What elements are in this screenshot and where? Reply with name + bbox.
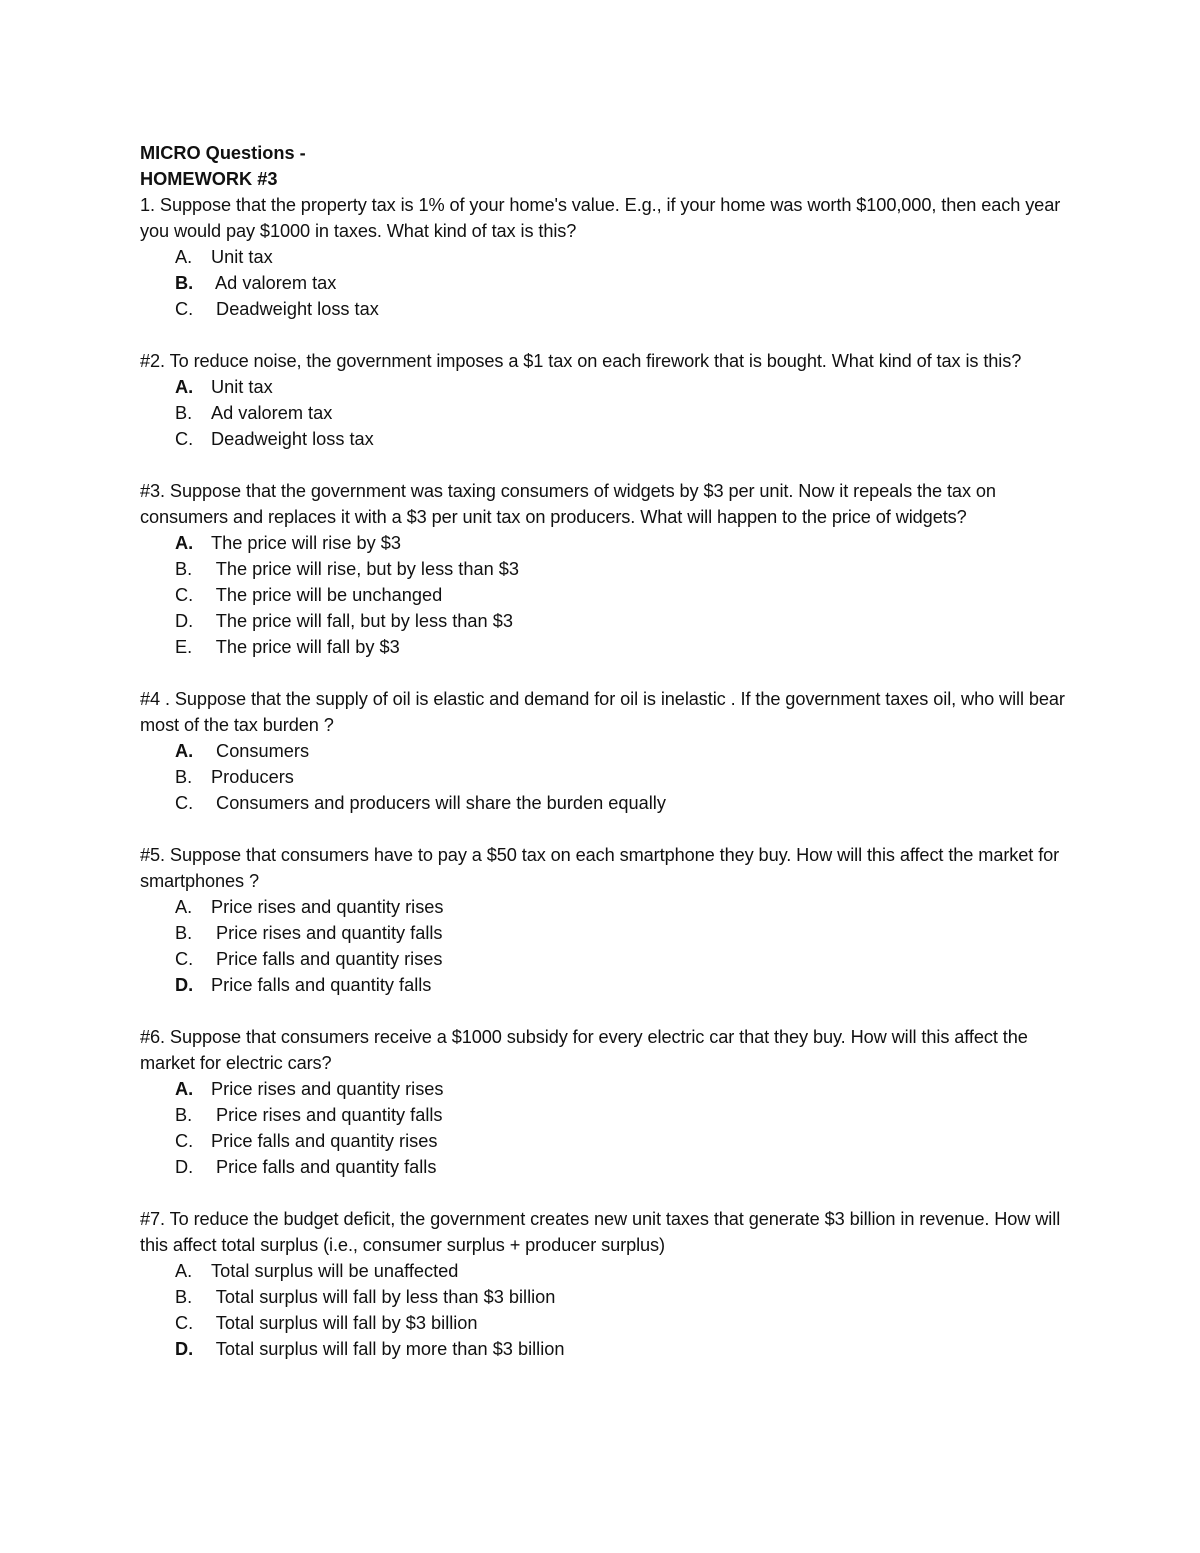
answer-options	[140, 738, 1070, 816]
option-letter: D.	[175, 611, 194, 631]
option-text: Producers	[211, 767, 294, 787]
option-letter: C.	[175, 1131, 194, 1151]
answer-option	[140, 1284, 1070, 1310]
answer-option	[140, 556, 1070, 582]
answer-option	[140, 244, 1070, 270]
option-letter: B.	[175, 1105, 193, 1125]
answer-option	[140, 1128, 1070, 1154]
option-text: The price will rise, but by less than $3	[211, 559, 519, 579]
option-letter: B.	[175, 273, 194, 293]
option-text: Price falls and quantity rises	[211, 949, 443, 969]
option-letter: A.	[175, 1079, 194, 1099]
question-5	[140, 842, 1070, 998]
option-text: Total surplus will be unaffected	[211, 1261, 459, 1281]
option-letter: A.	[175, 533, 194, 553]
document-page	[140, 140, 1070, 1388]
question-stem: #7. To reduce the budget deficit, the government creates new unit taxes that generate $3 billion in revenue. How will this affect total surplus (i.e., consumer surplus + producer surplus)	[140, 1209, 1061, 1255]
option-text: Price falls and quantity falls	[211, 1157, 437, 1177]
option-letter: C.	[175, 585, 194, 605]
option-text: Price rises and quantity falls	[211, 1105, 443, 1125]
answer-options	[140, 1258, 1070, 1362]
document-subtitle: HOMEWORK #3	[140, 169, 278, 189]
answer-option	[140, 972, 1070, 998]
option-text: The price will fall, but by less than $3	[211, 611, 513, 631]
option-letter: C.	[175, 1313, 194, 1333]
option-text: Ad valorem tax	[211, 273, 337, 293]
option-text: The price will rise by $3	[211, 533, 402, 553]
answer-option	[140, 426, 1070, 452]
question-2	[140, 348, 1070, 452]
option-letter: C.	[175, 299, 194, 319]
answer-options	[140, 374, 1070, 452]
option-letter: B.	[175, 923, 193, 943]
question-list	[140, 192, 1070, 1362]
option-text: Total surplus will fall by more than $3 billion	[211, 1339, 565, 1359]
answer-option	[140, 608, 1070, 634]
option-text: The price will fall by $3	[211, 637, 400, 657]
answer-option	[140, 920, 1070, 946]
answer-option	[140, 530, 1070, 556]
answer-option	[140, 894, 1070, 920]
option-text: Total surplus will fall by $3 billion	[211, 1313, 478, 1333]
option-letter: A.	[175, 897, 193, 917]
answer-option	[140, 1102, 1070, 1128]
option-text: Price rises and quantity rises	[211, 1079, 444, 1099]
option-text: Price falls and quantity rises	[211, 1131, 438, 1151]
option-letter: A.	[175, 377, 194, 397]
answer-option	[140, 1154, 1070, 1180]
option-text: The price will be unchanged	[211, 585, 443, 605]
question-4	[140, 686, 1070, 816]
answer-option	[140, 946, 1070, 972]
question-7	[140, 1206, 1070, 1362]
question-stem: #2. To reduce noise, the government imposes a $1 tax on each firework that is bought. What kind of tax is this?	[140, 351, 1022, 371]
question-3	[140, 478, 1070, 660]
question-stem: #3. Suppose that the government was taxing consumers of widgets by $3 per unit. Now it repeals the tax on consumers and replaces it with a $3 per unit tax on producers. What will happen to the price of widgets?	[140, 481, 996, 527]
answer-options	[140, 894, 1070, 998]
option-text: Unit tax	[211, 247, 273, 267]
option-text: Deadweight loss tax	[211, 429, 374, 449]
answer-option	[140, 400, 1070, 426]
option-text: Consumers and producers will share the burden equally	[211, 793, 666, 813]
document-title: MICRO Questions -	[140, 143, 306, 163]
option-letter: B.	[175, 767, 193, 787]
option-letter: B.	[175, 559, 193, 579]
option-text: Deadweight loss tax	[211, 299, 379, 319]
option-letter: B.	[175, 1287, 193, 1307]
answer-option	[140, 790, 1070, 816]
question-stem: #5. Suppose that consumers have to pay a $50 tax on each smartphone they buy. How will this affect the market for smartphones ?	[140, 845, 1060, 891]
option-letter: D.	[175, 975, 194, 995]
answer-option	[140, 1258, 1070, 1284]
answer-options	[140, 530, 1070, 660]
answer-option	[140, 1336, 1070, 1362]
answer-option	[140, 296, 1070, 322]
option-letter: C.	[175, 949, 194, 969]
option-letter: A.	[175, 247, 193, 267]
option-letter: B.	[175, 403, 193, 423]
question-stem: #6. Suppose that consumers receive a $1000 subsidy for every electric car that they buy. How will this affect the market for electric cars?	[140, 1027, 1028, 1073]
option-text: Consumers	[211, 741, 310, 761]
option-text: Price falls and quantity falls	[211, 975, 432, 995]
question-1	[140, 192, 1070, 322]
answer-option	[140, 1310, 1070, 1336]
answer-option	[140, 374, 1070, 400]
option-letter: A.	[175, 1261, 193, 1281]
answer-options	[140, 1076, 1070, 1180]
answer-option	[140, 270, 1070, 296]
answer-option	[140, 764, 1070, 790]
answer-option	[140, 1076, 1070, 1102]
answer-option	[140, 582, 1070, 608]
option-letter: E.	[175, 637, 193, 657]
option-text: Price rises and quantity rises	[211, 897, 444, 917]
option-text: Ad valorem tax	[211, 403, 333, 423]
question-stem: #4 . Suppose that the supply of oil is elastic and demand for oil is inelastic . If the government taxes oil, who will bear most of the tax burden ?	[140, 689, 1065, 735]
option-text: Total surplus will fall by less than $3 billion	[211, 1287, 556, 1307]
option-letter: C.	[175, 793, 194, 813]
option-letter: D.	[175, 1157, 194, 1177]
option-text: Unit tax	[211, 377, 273, 397]
question-stem: 1. Suppose that the property tax is 1% of your home's value. E.g., if your home was worth $100,000, then each year you would pay $1000 in taxes. What kind of tax is this?	[140, 195, 1061, 241]
option-letter: C.	[175, 429, 194, 449]
option-letter: A.	[175, 741, 194, 761]
answer-option	[140, 634, 1070, 660]
answer-option	[140, 738, 1070, 764]
option-text: Price rises and quantity falls	[211, 923, 443, 943]
question-6	[140, 1024, 1070, 1180]
option-letter: D.	[175, 1339, 194, 1359]
answer-options	[140, 244, 1070, 322]
